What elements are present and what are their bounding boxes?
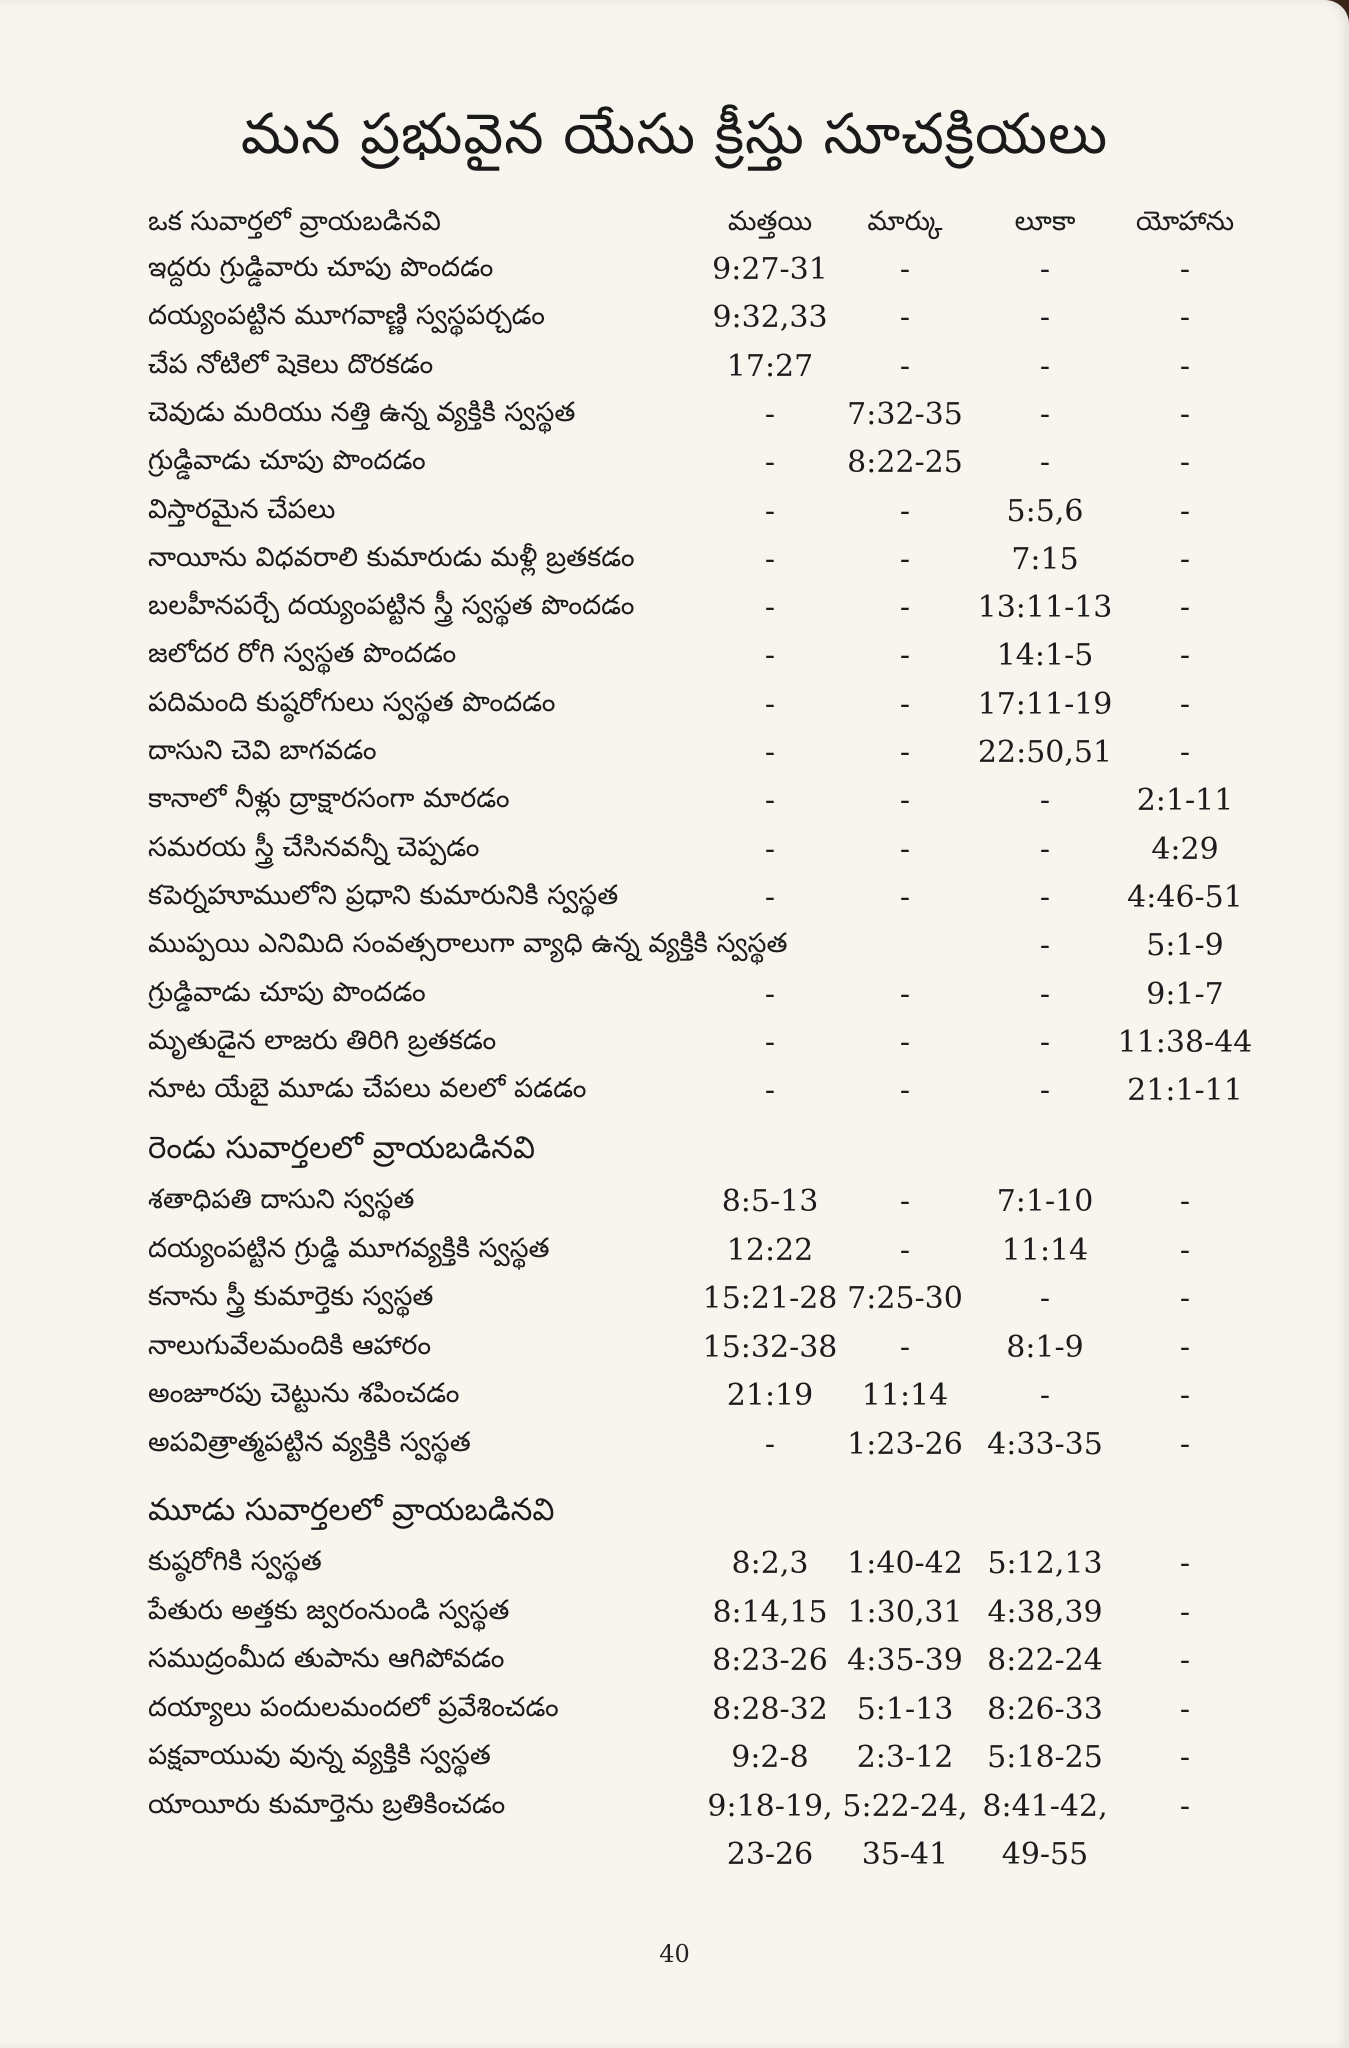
- reference-jn: 21:1-11: [1127, 1073, 1243, 1109]
- reference-lk: 13:11-13: [977, 590, 1113, 626]
- table-row: [0, 1643, 1349, 1687]
- page-number: 40: [659, 1940, 690, 1968]
- reference-lk: -: [1039, 348, 1051, 384]
- reference-lk: 7:15: [1011, 541, 1079, 577]
- table-row: [0, 832, 1349, 876]
- reference-jn: 2:1-11: [1136, 783, 1234, 819]
- reference-lk: -: [1039, 879, 1051, 915]
- miracle-label: జలోదర రోగి స్వస్థత పొందడం: [148, 638, 457, 670]
- table-row: [0, 1692, 1349, 1736]
- reference-mt: -: [764, 976, 776, 1012]
- reference-mt: -: [764, 396, 776, 432]
- reference-mk: -: [899, 541, 911, 577]
- reference-mk: 8:22-25: [847, 445, 963, 481]
- reference-mk: -: [899, 976, 911, 1012]
- miracle-label: గ్రుడ్డివాడు చూపు పొందడం: [148, 976, 426, 1008]
- reference-lk: 4:33-35: [987, 1427, 1103, 1462]
- reference-mt: 15:21-28: [702, 1281, 838, 1317]
- reference-jn: -: [1179, 1691, 1191, 1727]
- table-row: [0, 542, 1349, 586]
- table-row: [0, 349, 1349, 393]
- reference-mt: -: [764, 1073, 776, 1109]
- miracle-label: పక్షవాయువు వున్న వ్యక్తికి స్వస్థత: [148, 1740, 491, 1771]
- miracle-label: శతాధిపతి దాసుని స్వస్థత: [148, 1184, 415, 1215]
- column-header-mk: మార్కు: [867, 206, 943, 237]
- reference-mk: -: [899, 783, 911, 819]
- reference-mk: 35-41: [861, 1837, 949, 1872]
- miracle-label: నాయీను విధవరాలి కుమారుడు మళ్లీ బ్రతకడం: [148, 541, 635, 573]
- reference-mt: 23-26: [726, 1837, 814, 1872]
- table-row: [0, 1740, 1349, 1784]
- column-header-lk: లూకా: [1014, 206, 1076, 237]
- reference-lk: -: [1039, 831, 1051, 867]
- reference-lk: -: [1039, 252, 1051, 287]
- page-title: మన ప్రభువైన యేసు క్రీస్తు సూచక్రియలు: [240, 102, 1109, 167]
- reference-mk: -: [899, 1184, 911, 1219]
- reference-lk: 8:1-9: [1006, 1329, 1084, 1365]
- reference-mk: -: [899, 1232, 911, 1268]
- reference-lk: -: [1039, 783, 1051, 819]
- reference-lk: 8:41-42,: [982, 1788, 1108, 1824]
- reference-mk: -: [899, 735, 911, 770]
- reference-lk: 14:1-5: [996, 638, 1094, 674]
- reference-mt: 9:2-8: [731, 1740, 809, 1775]
- reference-lk: -: [1039, 445, 1051, 481]
- reference-mt: -: [764, 879, 776, 915]
- miracle-label: నాలుగువేలమందికి ఆహారం: [148, 1329, 432, 1361]
- reference-mk: 1:30,31: [847, 1594, 963, 1630]
- reference-jn: -: [1179, 300, 1191, 336]
- miracle-label: దాసుని చెవి బాగవడం: [148, 735, 377, 766]
- reference-lk: -: [1039, 976, 1051, 1012]
- miracle-label: బలహీనపర్చే దయ్యంపట్టిన స్త్రీ స్వస్థత పొందడం: [148, 590, 635, 622]
- reference-lk: -: [1039, 300, 1051, 336]
- reference-mt: 8:23-26: [712, 1643, 828, 1678]
- reference-jn: 11:38-44: [1117, 1024, 1253, 1060]
- reference-lk: 17:11-19: [977, 686, 1113, 722]
- reference-jn: -: [1179, 1740, 1191, 1775]
- table-row: [0, 1378, 1349, 1422]
- reference-jn: -: [1179, 1427, 1191, 1462]
- reference-jn: -: [1179, 1594, 1191, 1630]
- miracle-label: దయ్యాలు పందులమందలో ప్రవేశించడం: [148, 1691, 559, 1723]
- reference-mk: 1:23-26: [847, 1427, 963, 1462]
- reference-mt: 8:28-32: [712, 1691, 828, 1727]
- table-row: [0, 1595, 1349, 1639]
- reference-mk: 7:32-35: [847, 396, 963, 432]
- table-row: [0, 1789, 1349, 1833]
- reference-jn: -: [1179, 638, 1191, 674]
- reference-mt: 9:32,33: [712, 300, 828, 336]
- reference-mk: -: [899, 300, 911, 336]
- reference-jn: -: [1179, 541, 1191, 577]
- reference-mt: -: [764, 1024, 776, 1060]
- miracle-label: మృతుడైన లాజరు తిరిగి బ్రతకడం: [148, 1024, 497, 1056]
- reference-mt: 8:5-13: [721, 1184, 819, 1219]
- reference-jn: 9:1-7: [1146, 976, 1224, 1012]
- miracle-label: ఇద్దరు గ్రుడ్డివారు చూపు పొందడం: [148, 252, 494, 283]
- miracle-label: చేప నోటిలో షెకెలు దొరకడం: [148, 348, 434, 380]
- reference-jn: -: [1179, 590, 1191, 626]
- miracle-label: విస్తారమైన చేపలు: [148, 493, 336, 525]
- table-row: [0, 687, 1349, 731]
- reference-jn: -: [1179, 735, 1191, 770]
- reference-lk: 8:26-33: [987, 1691, 1103, 1727]
- reference-mt: 15:32-38: [702, 1329, 838, 1365]
- section-title: మూడు సువార్తలలో వ్రాయబడినవి: [148, 1492, 555, 1528]
- reference-mk: -: [899, 1329, 911, 1365]
- reference-mk: -: [899, 252, 911, 287]
- miracle-label: దయ్యంపట్టిన మూగవాణ్ణి స్వస్థపర్చడం: [148, 300, 545, 332]
- miracle-label: ముప్పయి ఎనిమిది సంవత్సరాలుగా వ్యాధి ఉన్న వ్యక్తికి స్వస్థత: [148, 928, 788, 960]
- reference-lk: 22:50,51: [977, 735, 1113, 770]
- reference-jn: -: [1179, 252, 1191, 287]
- reference-jn: -: [1179, 1546, 1191, 1581]
- column-header-mt: మత్తయి: [727, 206, 813, 237]
- reference-lk: 11:14: [1001, 1232, 1089, 1268]
- reference-lk: 5:5,6: [1006, 493, 1084, 529]
- reference-jn: -: [1179, 1281, 1191, 1317]
- reference-lk: -: [1039, 1378, 1051, 1414]
- miracle-label: అపవిత్రాత్మపట్టిన వ్యక్తికి స్వస్థత: [148, 1427, 471, 1458]
- reference-jn: -: [1179, 348, 1191, 384]
- reference-jn: -: [1179, 1329, 1191, 1365]
- reference-mk: 5:22-24,: [842, 1788, 968, 1824]
- reference-mk: 11:14: [861, 1378, 949, 1414]
- reference-lk: -: [1039, 396, 1051, 432]
- table-row: [0, 638, 1349, 682]
- reference-mt: -: [764, 638, 776, 674]
- reference-mt: -: [764, 686, 776, 722]
- reference-mk: 5:1-13: [856, 1691, 954, 1727]
- reference-mt: -: [764, 783, 776, 819]
- reference-lk: -: [1039, 928, 1051, 964]
- table-row: [0, 735, 1349, 779]
- miracle-label: సమరయ స్త్రీ చేసినవన్నీ చెప్పడం: [148, 831, 480, 863]
- reference-mt: -: [764, 590, 776, 626]
- reference-mk: 1:40-42: [847, 1546, 963, 1581]
- reference-lk: 4:38,39: [987, 1594, 1103, 1630]
- reference-mt: -: [764, 541, 776, 577]
- reference-mk: -: [899, 1073, 911, 1109]
- reference-mk: -: [899, 493, 911, 529]
- reference-mt: 8:14,15: [712, 1594, 828, 1630]
- reference-mk: 2:3-12: [856, 1740, 954, 1775]
- reference-jn: -: [1179, 1378, 1191, 1414]
- table-row: [0, 590, 1349, 634]
- reference-jn: -: [1179, 1788, 1191, 1824]
- miracle-label: యాయీరు కుమార్తెను బ్రతికించడం: [148, 1788, 506, 1820]
- reference-jn: -: [1179, 1232, 1191, 1268]
- miracle-label: కపెర్నహూములోని ప్రధాని కుమారునికి స్వస్థత: [148, 879, 619, 911]
- reference-mt: -: [764, 445, 776, 481]
- miracle-label: దయ్యంపట్టిన గ్రుడ్డి మూగవ్యక్తికి స్వస్థత: [148, 1232, 550, 1264]
- reference-jn: -: [1179, 1643, 1191, 1678]
- reference-mt: 9:27-31: [712, 252, 828, 287]
- reference-mk: -: [899, 590, 911, 626]
- miracle-label: సముద్రంమీద తుపాను ఆగిపోవడం: [148, 1643, 505, 1674]
- reference-mt: -: [764, 1427, 776, 1462]
- reference-lk: -: [1039, 1073, 1051, 1109]
- miracle-label: కుష్ఠరోగికి స్వస్థత: [148, 1546, 322, 1577]
- miracle-label: అంజూరపు చెట్టును శపించడం: [148, 1378, 460, 1410]
- reference-mk: -: [899, 348, 911, 384]
- miracle-label: నూట యేబై మూడు చేపలు వలలో పడడం: [148, 1073, 587, 1105]
- table-row: [0, 445, 1349, 489]
- reference-lk: 49-55: [1001, 1837, 1089, 1872]
- reference-mt: 8:2,3: [731, 1546, 809, 1581]
- table-row: [0, 1837, 1349, 1881]
- reference-mt: -: [764, 493, 776, 529]
- table-row: [0, 1330, 1349, 1374]
- reference-mk: -: [899, 831, 911, 867]
- miracle-label: కనాను స్త్రీ కుమార్తెకు స్వస్థత: [148, 1281, 434, 1313]
- miracle-label: గ్రుడ్డివాడు చూపు పొందడం: [148, 445, 426, 477]
- reference-mt: 9:18-19,: [707, 1788, 833, 1824]
- table-row: [0, 300, 1349, 344]
- reference-mk: -: [899, 686, 911, 722]
- reference-mk: -: [899, 1024, 911, 1060]
- section-title: రెండు సువార్తలలో వ్రాయబడినవి: [148, 1130, 536, 1166]
- table-row: [0, 880, 1349, 924]
- table-row: [0, 252, 1349, 296]
- miracle-label: చెవుడు మరియు నత్తి ఉన్న వ్యక్తికి స్వస్థత: [148, 396, 576, 428]
- reference-jn: 4:29: [1151, 831, 1219, 867]
- reference-mk: 7:25-30: [847, 1281, 963, 1317]
- miracle-label: పేతురు అత్తకు జ్వరంనుండి స్వస్థత: [148, 1594, 510, 1626]
- reference-jn: 4:46-51: [1127, 879, 1243, 915]
- section-title: ఒక సువార్తలో వ్రాయబడినవి: [148, 206, 441, 237]
- table-row: [0, 1184, 1349, 1228]
- reference-lk: 8:22-24: [987, 1643, 1103, 1678]
- table-row: [0, 1281, 1349, 1325]
- reference-mt: 12:22: [726, 1232, 814, 1268]
- reference-jn: -: [1179, 396, 1191, 432]
- reference-lk: -: [1039, 1024, 1051, 1060]
- reference-mk: -: [899, 879, 911, 915]
- table-row: [0, 1073, 1349, 1117]
- reference-mk: 4:35-39: [847, 1643, 963, 1678]
- miracle-label: కానాలో నీళ్లు ద్రాక్షారసంగా మారడం: [148, 783, 510, 815]
- reference-mt: 21:19: [726, 1378, 814, 1414]
- table-row: [0, 397, 1349, 441]
- reference-lk: 5:12,13: [987, 1546, 1103, 1581]
- table-row: [0, 1025, 1349, 1069]
- table-row: [0, 494, 1349, 538]
- reference-mt: 17:27: [726, 348, 814, 384]
- table-row: [0, 1427, 1349, 1471]
- table-row: [0, 783, 1349, 827]
- table-header-row: [0, 206, 1349, 250]
- reference-mt: -: [764, 735, 776, 770]
- reference-lk: 5:18-25: [987, 1740, 1103, 1775]
- reference-jn: -: [1179, 445, 1191, 481]
- reference-jn: -: [1179, 1184, 1191, 1219]
- column-header-jn: యోహాను: [1135, 206, 1235, 237]
- reference-lk: 7:1-10: [996, 1184, 1094, 1219]
- reference-mk: -: [899, 638, 911, 674]
- reference-jn: -: [1179, 686, 1191, 722]
- reference-mt: -: [764, 831, 776, 867]
- reference-lk: -: [1039, 1281, 1051, 1317]
- reference-jn: 5:1-9: [1146, 928, 1224, 964]
- table-row: [0, 977, 1349, 1021]
- table-row: [0, 1233, 1349, 1277]
- table-row: [0, 928, 1349, 972]
- miracle-label: పదిమంది కుష్ఠరోగులు స్వస్థత పొందడం: [148, 686, 556, 718]
- table-row: [0, 1546, 1349, 1590]
- reference-jn: -: [1179, 493, 1191, 529]
